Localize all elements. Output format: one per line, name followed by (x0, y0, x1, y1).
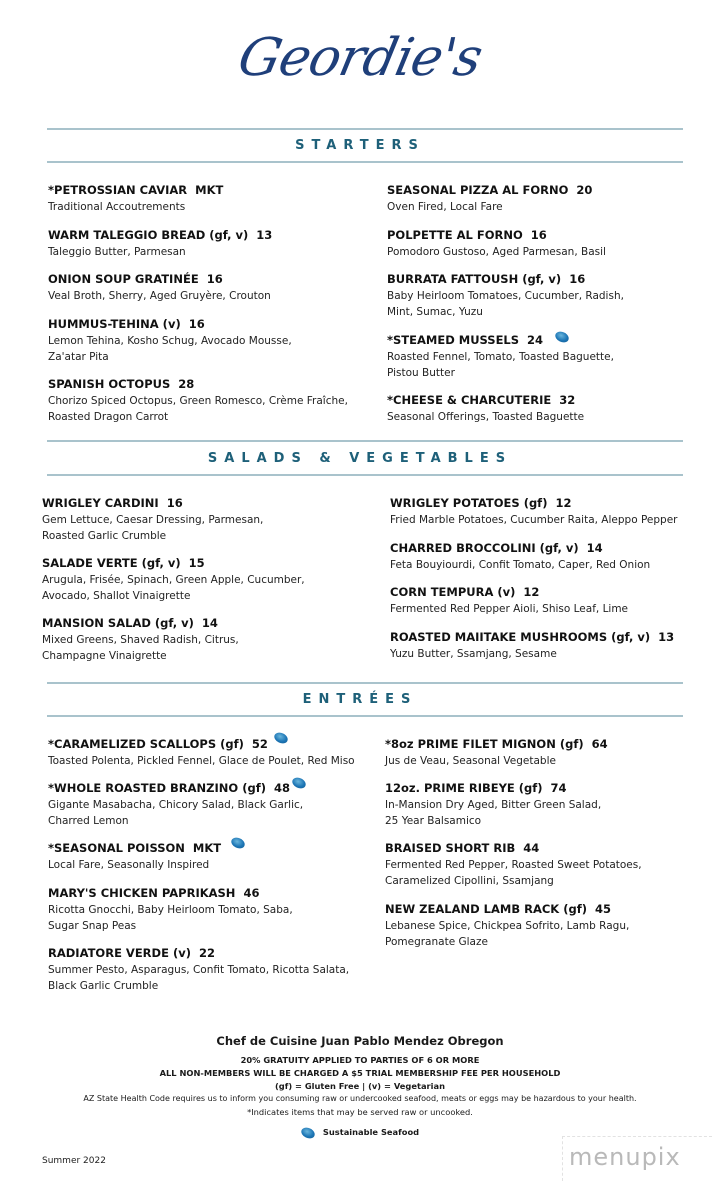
item-name: 12oz. PRIME RIBEYE (gf) (385, 781, 543, 795)
menu-item (48, 271, 271, 304)
item-name: SEASONAL PIZZA AL FORNO (387, 183, 569, 197)
item-name: *STEAMED MUSSELS (387, 333, 520, 347)
item-price: 15 (188, 556, 205, 570)
item-desc: Local Fare, Seasonally Inspired (48, 859, 210, 871)
menu-item (48, 182, 223, 215)
item-desc: Fried Marble Potatoes, Cucumber Raita, Aleppo Pepper (390, 514, 678, 526)
section-title-starters: STARTERS (295, 138, 425, 153)
item-desc: Jus de Veau, Seasonal Vegetable (385, 755, 556, 767)
menu-item (387, 392, 584, 425)
item-price: 24 (527, 333, 544, 347)
sustainable-seafood-icon (554, 329, 571, 344)
item-price: 16 (530, 228, 547, 242)
item-desc: Summer Pesto, Asparagus, Confit Tomato, Ricotta Salata, (48, 964, 350, 976)
item-desc: Sugar Snap Peas (48, 920, 137, 932)
item-name: NEW ZEALAND LAMB RACK (gf) (385, 902, 587, 916)
item-price: 64 (591, 737, 608, 751)
item-desc: Roasted Dragon Carrot (48, 411, 169, 423)
item-desc: Feta Bouyiourdi, Confit Tomato, Caper, Red Onion (390, 559, 651, 571)
item-desc: Toasted Polenta, Pickled Fennel, Glace de Poulet, Red Miso (48, 755, 355, 767)
gratuity-note: 20% GRATUITY APPLIED TO PARTIES OF 6 OR MORE (240, 1055, 480, 1065)
item-desc: Pomodoro Gustoso, Aged Parmesan, Basil (387, 246, 606, 258)
item-desc: In-Mansion Dry Aged, Bitter Green Salad, (385, 799, 602, 811)
item-price: 22 (198, 946, 215, 960)
menu-item (387, 332, 614, 381)
item-desc: Roasted Fennel, Tomato, Toasted Baguette, (387, 351, 614, 363)
item-desc: Veal Broth, Sherry, Aged Gruyère, Crouton (48, 290, 271, 302)
dietary-legend: (gf) = Gluten Free | (v) = Vegetarian (275, 1081, 445, 1091)
item-name: *PETROSSIAN CAVIAR (48, 183, 188, 197)
menu-item (385, 736, 608, 769)
restaurant-logo: Geordie's (233, 28, 487, 88)
item-price: 14 (586, 541, 603, 555)
menu-item (42, 495, 263, 544)
menu-item (42, 555, 305, 604)
item-desc: Arugula, Frisée, Spinach, Green Apple, Cucumber, (42, 574, 305, 586)
item-desc: Caramelized Cipollini, Ssamjang (385, 875, 554, 887)
section-rule (47, 128, 683, 130)
item-price: 14 (201, 616, 218, 630)
item-price: 74 (550, 781, 567, 795)
menu-item (387, 182, 592, 215)
item-name: *8oz PRIME FILET MIGNON (gf) (385, 737, 584, 751)
menu-item (48, 736, 355, 769)
menu-item (390, 540, 650, 573)
item-name: CHARRED BROCCOLINI (gf, v) (390, 541, 579, 555)
item-desc: Pistou Butter (387, 367, 455, 379)
membership-note: ALL NON-MEMBERS WILL BE CHARGED A $5 TRIAL MEMBERSHIP FEE PER HOUSEHOLD (159, 1068, 561, 1078)
menu-item (48, 885, 293, 934)
item-name: WARM TALEGGIO BREAD (gf, v) (48, 228, 249, 242)
menu-item (385, 840, 642, 889)
menu-item (390, 495, 677, 528)
menu-item (387, 271, 624, 320)
item-desc: Fermented Red Pepper, Roasted Sweet Potatoes, (385, 859, 642, 871)
item-price: 45 (594, 902, 611, 916)
menu-item (385, 780, 601, 829)
item-name: MARY'S CHICKEN PAPRIKASH (48, 886, 236, 900)
item-desc: Mixed Greens, Shaved Radish, Citrus, (42, 634, 239, 646)
item-name: SALADE VERTE (gf, v) (42, 556, 181, 570)
menu-item (385, 901, 629, 950)
item-name: RADIATORE VERDE (v) (48, 946, 191, 960)
item-price: 16 (569, 272, 586, 286)
item-price: 13 (256, 228, 273, 242)
item-name: BRAISED SHORT RIB (385, 841, 516, 855)
item-desc: Traditional Accoutrements (48, 201, 186, 213)
sustainable-seafood-icon (230, 836, 247, 851)
item-desc: Oven Fired, Local Fare (387, 201, 503, 213)
item-name: HUMMUS-TEHINA (v) (48, 317, 181, 331)
item-desc: Yuzu Butter, Ssamjang, Sesame (390, 648, 557, 660)
item-desc: Champagne Vinaigrette (42, 650, 167, 662)
menu-item (48, 780, 303, 829)
item-name: WRIGLEY POTATOES (gf) (390, 496, 548, 510)
item-desc: Black Garlic Crumble (48, 980, 159, 992)
raw-items-note: *Indicates items that may be served raw or uncooked. (247, 1107, 473, 1117)
item-price: 16 (166, 496, 183, 510)
menu-item (390, 584, 628, 617)
item-price: 13 (658, 630, 675, 644)
item-name: WRIGLEY CARDINI (42, 496, 159, 510)
section-rule (47, 161, 683, 163)
item-price: MKT (195, 183, 224, 197)
item-name: MANSION SALAD (gf, v) (42, 616, 194, 630)
sustainable-label: Sustainable Seafood (322, 1127, 420, 1137)
item-name: SPANISH OCTOPUS (48, 377, 171, 391)
item-price: 44 (523, 841, 540, 855)
menu-item (48, 945, 349, 994)
item-name: *CARAMELIZED SCALLOPS (gf) (48, 737, 244, 751)
item-desc: Roasted Garlic Crumble (42, 530, 167, 542)
item-desc: 25 Year Balsamico (385, 815, 482, 827)
season-label: Summer 2022 (42, 1156, 106, 1166)
section-rule (47, 440, 683, 442)
menu-item (390, 629, 674, 662)
item-name: ONION SOUP GRATINÉE (48, 272, 199, 286)
watermark: menupix (562, 1136, 712, 1181)
section-title-entrees: ENTRÉES (302, 692, 418, 707)
menu-item (48, 840, 221, 873)
item-name: ROASTED MAIITAKE MUSHROOMS (gf, v) (390, 630, 651, 644)
item-price: 20 (576, 183, 593, 197)
item-desc: Taleggio Butter, Parmesan (48, 246, 186, 258)
item-name: *WHOLE ROASTED BRANZINO (gf) (48, 781, 266, 795)
chef-credit: Chef de Cuisine Juan Pablo Mendez Obregon (216, 1034, 504, 1048)
item-desc: Baby Heirloom Tomatoes, Cucumber, Radish, (387, 290, 624, 302)
menu-item (42, 615, 239, 664)
item-desc: Ricotta Gnocchi, Baby Heirloom Tomato, Saba, (48, 904, 293, 916)
item-price: 12 (555, 496, 572, 510)
item-name: BURRATA FATTOUSH (gf, v) (387, 272, 562, 286)
item-desc: Pomegranate Glaze (385, 936, 488, 948)
menu-item (48, 316, 292, 365)
section-rule (47, 682, 683, 684)
item-desc: Lebanese Spice, Chickpea Sofrito, Lamb Ragu, (385, 920, 630, 932)
item-desc: Gigante Masabacha, Chicory Salad, Black Garlic, (48, 799, 304, 811)
item-desc: Charred Lemon (48, 815, 129, 827)
item-price: 52 (251, 737, 268, 751)
item-desc: Chorizo Spiced Octopus, Green Romesco, Crème Fraîche, (48, 395, 348, 407)
item-name: POLPETTE AL FORNO (387, 228, 523, 242)
item-price: 16 (206, 272, 223, 286)
sustainable-seafood-icon (299, 1125, 316, 1140)
item-name: *CHEESE & CHARCUTERIE (387, 393, 552, 407)
item-desc: Fermented Red Pepper Aioli, Shiso Leaf, Lime (390, 603, 629, 615)
item-price: 12 (523, 585, 540, 599)
menu-item (48, 376, 348, 425)
item-price: 16 (188, 317, 205, 331)
menu-item (48, 227, 272, 260)
item-desc: Avocado, Shallot Vinaigrette (42, 590, 191, 602)
menu-item (387, 227, 606, 260)
item-desc: Gem Lettuce, Caesar Dressing, Parmesan, (42, 514, 264, 526)
section-title-salads: SALADS & VEGETABLES (207, 451, 513, 466)
item-price: MKT (192, 841, 222, 855)
item-name: CORN TEMPURA (v) (390, 585, 516, 599)
item-price: 48 (273, 781, 290, 795)
item-price: 28 (178, 377, 195, 391)
item-desc: Lemon Tehina, Kosho Schug, Avocado Mousse, (48, 335, 292, 347)
item-price: 46 (243, 886, 260, 900)
item-desc: Seasonal Offerings, Toasted Baguette (387, 411, 585, 423)
section-rule (47, 474, 683, 476)
item-desc: Mint, Sumac, Yuzu (387, 306, 483, 318)
item-name: *SEASONAL POISSON (48, 841, 185, 855)
health-code-note: AZ State Health Code requires us to inform you consuming raw or undercooked seafood, meats or eggs may be hazardous to your health. (83, 1094, 637, 1103)
item-price: 32 (559, 393, 576, 407)
section-rule (47, 715, 683, 717)
item-desc: Za'atar Pita (48, 351, 109, 363)
